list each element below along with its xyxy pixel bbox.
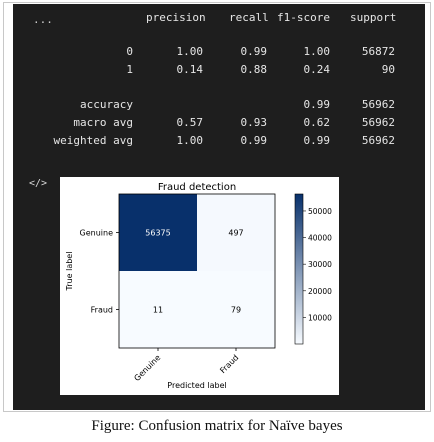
- summary-label-weighted-avg: weighted avg: [53, 134, 133, 147]
- header-support: support: [350, 11, 397, 24]
- x-tick-label: Fraud: [218, 353, 241, 376]
- summary-recall-macro-avg: 0.93: [240, 116, 267, 129]
- colorbar-tick-label: 20000: [308, 286, 332, 296]
- y-axis-label: True label: [65, 251, 74, 291]
- row-label-0: 0: [126, 45, 133, 58]
- figure-caption: Figure: Confusion matrix for Naïve bayes: [91, 418, 343, 434]
- colorbar-tick-label: 40000: [308, 233, 332, 243]
- row-label-1: 1: [126, 63, 133, 76]
- cell-precision-1: 0.14: [176, 63, 203, 76]
- cell-support-1: 90: [381, 63, 395, 76]
- cell-value-label: 56375: [145, 228, 171, 238]
- summary-label-accuracy: accuracy: [80, 98, 133, 111]
- confusion-matrix-svg: [60, 177, 339, 395]
- cell-value-label: 11: [152, 305, 164, 315]
- cell-support-0: 56872: [361, 45, 395, 58]
- cell-recall-1: 0.88: [240, 63, 267, 76]
- cell-precision-0: 1.00: [176, 45, 203, 58]
- confusion-matrix-plot: [60, 177, 339, 395]
- y-tick-label: Fraud: [90, 305, 113, 315]
- colorbar-tick-label: 50000: [308, 206, 332, 216]
- header-recall: recall: [229, 11, 269, 24]
- colorbar-tick-label: 10000: [308, 313, 332, 323]
- x-axis-label: Predicted label: [167, 381, 227, 390]
- summary-f1-weighted-avg: 0.99: [303, 134, 330, 147]
- y-tick-label: Genuine: [79, 228, 113, 238]
- header-f1-score: f1-score: [277, 11, 330, 24]
- summary-precision-macro-avg: 0.57: [176, 116, 203, 129]
- summary-recall-weighted-avg: 0.99: [240, 134, 267, 147]
- colorbar: [295, 194, 303, 344]
- chart-title: Fraud detection: [157, 182, 237, 193]
- cell-recall-0: 0.99: [240, 45, 267, 58]
- cell-f1-1: 0.24: [303, 63, 330, 76]
- cell-value-label: 497: [228, 228, 244, 238]
- summary-support-weighted-avg: 56962: [361, 134, 395, 147]
- summary-support-accuracy: 56962: [361, 98, 395, 111]
- code-cell-icon[interactable]: </>: [29, 178, 48, 189]
- cell-f1-0: 1.00: [303, 45, 330, 58]
- cell-value-label: 79: [230, 305, 242, 315]
- summary-f1-accuracy: 0.99: [303, 98, 330, 111]
- summary-precision-weighted-avg: 1.00: [176, 134, 203, 147]
- output-ellipsis: ...: [33, 13, 53, 26]
- x-tick-label: Genuine: [132, 353, 163, 384]
- colorbar-tick-label: 30000: [308, 260, 332, 270]
- summary-label-macro-avg: macro avg: [73, 116, 133, 129]
- summary-f1-macro-avg: 0.62: [303, 116, 330, 129]
- header-precision: precision: [146, 11, 206, 24]
- summary-support-macro-avg: 56962: [361, 116, 395, 129]
